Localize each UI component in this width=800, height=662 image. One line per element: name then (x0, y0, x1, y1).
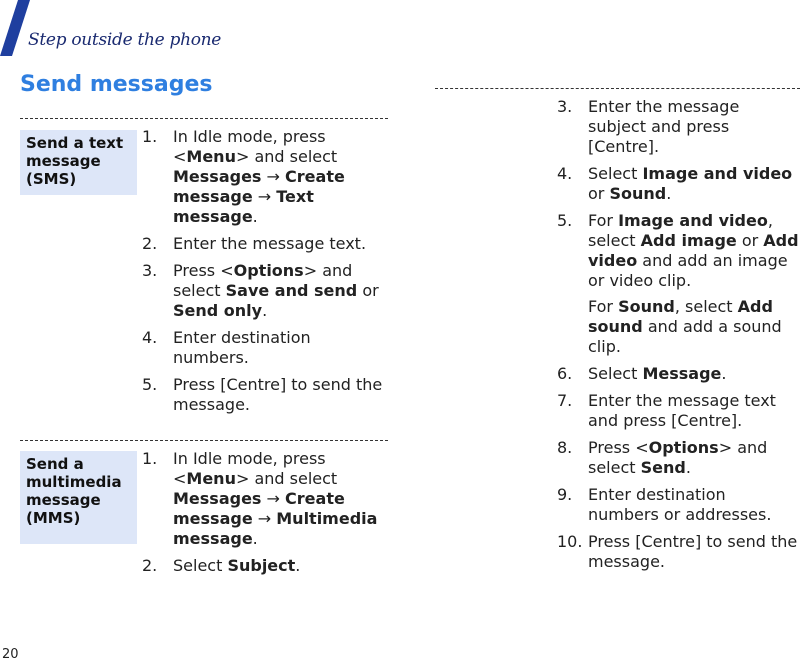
step-item (142, 449, 390, 549)
header-title: Step outside the phone (28, 30, 222, 50)
step-item (557, 164, 800, 204)
step-item (142, 375, 390, 415)
sms-label-box: Send a text message (SMS) (20, 130, 137, 195)
step-item (557, 391, 800, 431)
step-text: Enter destination numbers. (173, 328, 311, 367)
step-note: For Sound, select Add sound and add a sound clip. (588, 297, 782, 356)
step-number: 4. (142, 328, 158, 347)
step-number: 9. (557, 485, 573, 504)
step-text: Select Subject. (173, 556, 301, 575)
divider (20, 440, 388, 441)
step-text: Select Image and video or Sound. (588, 164, 793, 203)
header-accent-stripe (0, 0, 30, 56)
step-number: 4. (557, 164, 573, 183)
mms-label-box: Send a multimedia message (MMS) (20, 451, 137, 544)
step-number: 5. (557, 211, 573, 230)
mms-steps (142, 449, 390, 583)
step-item (557, 485, 800, 525)
step-number: 1. (142, 127, 158, 146)
step-text: Press <Options> and select Send. (588, 438, 768, 477)
step-item (142, 261, 390, 321)
step-text: Enter destination numbers or addresses. (588, 485, 772, 524)
step-number: 10. (557, 532, 583, 551)
step-text: In Idle mode, press <Menu> and select Messages → Create message → Text message. (173, 127, 345, 226)
step-item (142, 328, 390, 368)
step-item (142, 556, 390, 576)
step-number: 5. (142, 375, 158, 394)
step-number: 6. (557, 364, 573, 383)
step-number: 8. (557, 438, 573, 457)
step-number: 3. (557, 97, 573, 116)
step-text: Press [Centre] to send the message. (588, 532, 798, 571)
divider (435, 88, 800, 89)
step-item (557, 364, 800, 384)
mms-steps-continued (557, 97, 800, 579)
step-item (557, 97, 800, 157)
step-item (142, 127, 390, 227)
divider (20, 118, 388, 119)
step-text: Select Message. (588, 364, 727, 383)
page-number: 20 (2, 647, 19, 662)
step-number: 2. (142, 556, 158, 575)
step-text: Press <Options> and select Save and send or Send only. (173, 261, 379, 320)
step-text: Enter the message subject and press [Centre]. (588, 97, 740, 156)
step-text: In Idle mode, press <Menu> and select Messages → Create message → Multimedia message. (173, 449, 378, 548)
step-item (557, 532, 800, 572)
step-number: 3. (142, 261, 158, 280)
step-text: Press [Centre] to send the message. (173, 375, 383, 414)
step-item (142, 234, 390, 254)
step-text: Enter the message text and press [Centre]. (588, 391, 776, 430)
step-number: 1. (142, 449, 158, 468)
step-number: 2. (142, 234, 158, 253)
sms-steps (142, 127, 390, 422)
step-item (557, 211, 800, 357)
step-number: 7. (557, 391, 573, 410)
step-text: For Image and video, select Add image or Add video and add an image or video clip. (588, 211, 799, 290)
step-text: Enter the message text. (173, 234, 367, 253)
section-title: Send messages (20, 72, 213, 97)
step-item (557, 438, 800, 478)
